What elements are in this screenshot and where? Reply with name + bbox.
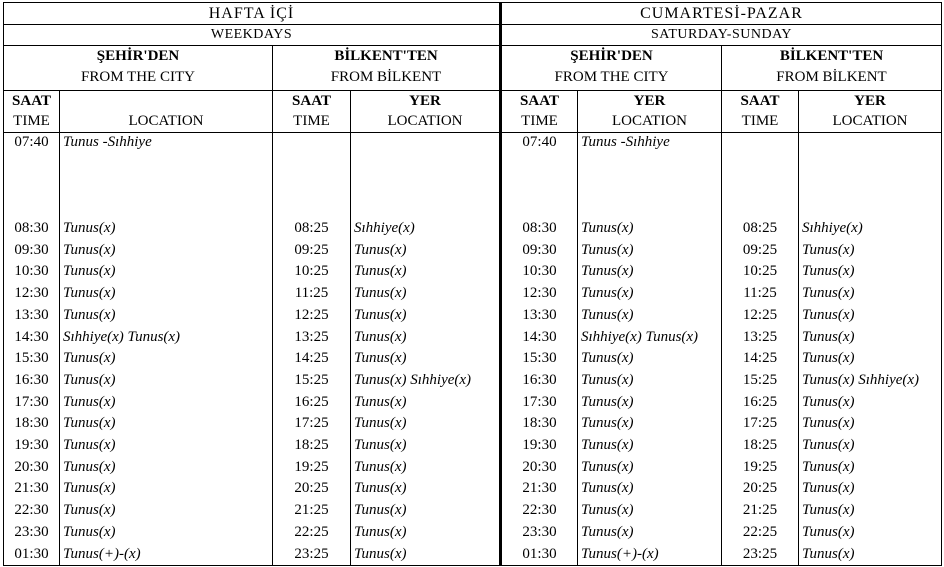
time-label: TIME <box>521 113 558 129</box>
wd-city-time: 07:40 <box>4 133 60 219</box>
wd-city-location: Tunus(x) <box>60 457 273 479</box>
we-bilkent-location: Tunus(x) <box>799 261 942 283</box>
wd-bilkent-time: 15:25 <box>273 370 351 392</box>
table-row <box>4 218 942 240</box>
wd-bilkent-time: 12:25 <box>273 305 351 327</box>
wd-city-location: Tunus(x) <box>60 370 273 392</box>
wd-bilkent-location: Tunus(x) <box>351 478 501 500</box>
table-row <box>4 392 942 414</box>
wd-city-time: 19:30 <box>4 435 60 457</box>
weekdays-from-bilkent-en: FROM BİLKENT <box>330 69 442 85</box>
wd-bilkent-location: Tunus(x) <box>351 413 501 435</box>
we-city-location: Tunus(x) <box>578 348 722 370</box>
we-city-time: 19:30 <box>501 435 578 457</box>
we-bilkent-location: Tunus(x) <box>799 457 942 479</box>
we-bilkent-location: Tunus(x) <box>799 522 942 544</box>
location-label: LOCATION <box>612 113 687 129</box>
wd-bilkent-location: Tunus(x) Sıhhiye(x) <box>351 370 501 392</box>
we-city-time: 18:30 <box>501 413 578 435</box>
wd-city-time: 20:30 <box>4 457 60 479</box>
wd-bilkent-time: 19:25 <box>273 457 351 479</box>
wd-city-location: Tunus(x) <box>60 413 273 435</box>
location-label: LOCATION <box>128 113 204 129</box>
we-bilkent-location: Tunus(x) <box>799 327 942 349</box>
we-city-time: 14:30 <box>501 327 578 349</box>
table-row <box>4 457 942 479</box>
we-bilkent-time: 17:25 <box>722 413 799 435</box>
we-bilkent-location-header <box>799 91 942 133</box>
wd-bilkent-location: Tunus(x) <box>351 261 501 283</box>
we-bilkent-time-header <box>722 91 799 133</box>
we-bilkent-time <box>722 133 799 219</box>
we-bilkent-location: Tunus(x) <box>799 478 942 500</box>
weekend-from-bilkent-tr: BİLKENT'TEN <box>779 48 884 64</box>
table-row <box>4 261 942 283</box>
we-bilkent-time: 22:25 <box>722 522 799 544</box>
weekdays-title: HAFTA İÇİ <box>4 3 501 25</box>
wd-city-location: Tunus(x) <box>60 500 273 522</box>
first-departure-row <box>4 133 942 219</box>
we-bilkent-location: Tunus(x) <box>799 283 942 305</box>
we-city-time: 07:40 <box>501 133 578 219</box>
wd-city-time: 15:30 <box>4 348 60 370</box>
we-city-time: 20:30 <box>501 457 578 479</box>
table-row <box>4 240 942 262</box>
title-row <box>4 3 942 25</box>
we-bilkent-location: Tunus(x) <box>799 413 942 435</box>
wd-city-location: Tunus -Sıhhiye <box>60 133 273 219</box>
wd-bilkent-time: 10:25 <box>273 261 351 283</box>
wd-city-location: Tunus(x) <box>60 283 273 305</box>
we-bilkent-time: 21:25 <box>722 500 799 522</box>
we-city-location: Tunus(x) <box>578 392 722 414</box>
wd-bilkent-location: Tunus(x) <box>351 392 501 414</box>
wd-bilkent-time: 23:25 <box>273 544 351 566</box>
wd-bilkent-location: Tunus(x) <box>351 435 501 457</box>
table-row <box>4 283 942 305</box>
table-row <box>4 435 942 457</box>
we-city-time: 10:30 <box>501 261 578 283</box>
wd-bilkent-location: Tunus(x) <box>351 283 501 305</box>
we-city-location: Tunus(x) <box>578 435 722 457</box>
yer-label: YER <box>409 93 441 109</box>
we-bilkent-time: 08:25 <box>722 218 799 240</box>
weekend-subtitle: SATURDAY-SUNDAY <box>501 25 942 46</box>
wd-city-time-header <box>4 91 60 133</box>
we-city-location: Tunus -Sıhhiye <box>578 133 722 219</box>
weekdays-from-bilkent-header <box>273 46 501 91</box>
we-city-location: Tunus(x) <box>578 500 722 522</box>
we-bilkent-time: 16:25 <box>722 392 799 414</box>
table-row <box>4 348 942 370</box>
we-city-location: Tunus(+)-(x) <box>578 544 722 566</box>
we-city-location: Tunus(x) <box>578 305 722 327</box>
saat-label: SAAT <box>12 93 51 109</box>
we-city-time-header <box>501 91 578 133</box>
wd-bilkent-time <box>273 133 351 219</box>
we-bilkent-location: Sıhhiye(x) <box>799 218 942 240</box>
we-city-location-header <box>578 91 722 133</box>
column-header-row <box>4 91 942 133</box>
weekdays-from-bilkent-tr: BİLKENT'TEN <box>334 48 438 64</box>
weekdays-from-city-tr: ŞEHİR'DEN <box>96 48 180 64</box>
we-bilkent-location: Tunus(x) <box>799 435 942 457</box>
we-bilkent-time: 14:25 <box>722 348 799 370</box>
we-city-location: Tunus(x) <box>578 283 722 305</box>
we-bilkent-time: 11:25 <box>722 283 799 305</box>
subtitle-row <box>4 25 942 46</box>
group-header-row <box>4 46 942 91</box>
wd-city-location: Tunus(+)-(x) <box>60 544 273 566</box>
we-city-time: 16:30 <box>501 370 578 392</box>
wd-city-location-header <box>60 91 273 133</box>
table-row <box>4 327 942 349</box>
time-label: TIME <box>293 113 330 129</box>
we-city-time: 13:30 <box>501 305 578 327</box>
wd-city-location: Tunus(x) <box>60 218 273 240</box>
we-bilkent-time: 23:25 <box>722 544 799 566</box>
we-city-time: 09:30 <box>501 240 578 262</box>
table-row <box>4 500 942 522</box>
we-city-time: 15:30 <box>501 348 578 370</box>
wd-bilkent-time: 17:25 <box>273 413 351 435</box>
we-bilkent-location: Tunus(x) <box>799 544 942 566</box>
yer-label: YER <box>633 93 666 109</box>
we-city-time: 23:30 <box>501 522 578 544</box>
location-label: LOCATION <box>832 113 908 129</box>
weekdays-from-city-header <box>4 46 273 91</box>
wd-city-time: 18:30 <box>4 413 60 435</box>
we-city-time: 22:30 <box>501 500 578 522</box>
table-row <box>4 544 942 566</box>
we-bilkent-location: Tunus(x) <box>799 348 942 370</box>
yer-label: YER <box>854 93 886 109</box>
we-city-location: Tunus(x) <box>578 413 722 435</box>
we-bilkent-location: Tunus(x) Sıhhiye(x) <box>799 370 942 392</box>
we-city-location: Tunus(x) <box>578 240 722 262</box>
table-row <box>4 305 942 327</box>
wd-bilkent-time: 16:25 <box>273 392 351 414</box>
wd-city-location: Tunus(x) <box>60 240 273 262</box>
we-bilkent-time: 12:25 <box>722 305 799 327</box>
wd-bilkent-time: 13:25 <box>273 327 351 349</box>
we-bilkent-location: Tunus(x) <box>799 392 942 414</box>
wd-city-time: 14:30 <box>4 327 60 349</box>
weekdays-from-city-en: FROM THE CITY <box>81 69 195 85</box>
we-city-time: 01:30 <box>501 544 578 566</box>
wd-city-time: 08:30 <box>4 218 60 240</box>
table-row <box>4 413 942 435</box>
time-label: TIME <box>13 113 50 129</box>
wd-city-location: Tunus(x) <box>60 305 273 327</box>
we-bilkent-location: Tunus(x) <box>799 500 942 522</box>
wd-bilkent-time: 22:25 <box>273 522 351 544</box>
wd-bilkent-location: Tunus(x) <box>351 240 501 262</box>
we-bilkent-time: 09:25 <box>722 240 799 262</box>
we-city-time: 08:30 <box>501 218 578 240</box>
table-row <box>4 478 942 500</box>
wd-bilkent-time: 21:25 <box>273 500 351 522</box>
shuttle-schedule-table <box>3 2 942 566</box>
wd-city-location: Sıhhiye(x) Tunus(x) <box>60 327 273 349</box>
weekend-from-bilkent-en: FROM BİLKENT <box>776 69 887 85</box>
we-bilkent-time: 10:25 <box>722 261 799 283</box>
wd-bilkent-location: Tunus(x) <box>351 305 501 327</box>
weekend-from-city-tr: ŞEHİR'DEN <box>570 48 653 64</box>
saat-label: SAAT <box>520 93 559 109</box>
wd-city-time: 16:30 <box>4 370 60 392</box>
we-bilkent-time: 20:25 <box>722 478 799 500</box>
we-bilkent-time: 18:25 <box>722 435 799 457</box>
wd-city-time: 09:30 <box>4 240 60 262</box>
wd-bilkent-location: Tunus(x) <box>351 348 501 370</box>
location-label: LOCATION <box>387 113 463 129</box>
wd-bilkent-time: 08:25 <box>273 218 351 240</box>
we-bilkent-location: Tunus(x) <box>799 305 942 327</box>
wd-city-location: Tunus(x) <box>60 522 273 544</box>
we-city-location: Tunus(x) <box>578 261 722 283</box>
we-city-time: 21:30 <box>501 478 578 500</box>
wd-city-time: 10:30 <box>4 261 60 283</box>
wd-bilkent-time: 09:25 <box>273 240 351 262</box>
wd-city-time: 17:30 <box>4 392 60 414</box>
we-city-location: Tunus(x) <box>578 457 722 479</box>
wd-city-location: Tunus(x) <box>60 348 273 370</box>
wd-city-time: 01:30 <box>4 544 60 566</box>
table-row <box>4 370 942 392</box>
wd-bilkent-location: Sıhhiye(x) <box>351 218 501 240</box>
weekend-from-bilkent-header <box>722 46 942 91</box>
we-bilkent-location: Tunus(x) <box>799 240 942 262</box>
weekend-from-city-header <box>501 46 722 91</box>
wd-bilkent-location: Tunus(x) <box>351 500 501 522</box>
table-row <box>4 522 942 544</box>
saat-label: SAAT <box>740 93 780 109</box>
saat-label: SAAT <box>292 93 331 109</box>
we-city-location: Tunus(x) <box>578 218 722 240</box>
we-bilkent-location <box>799 133 942 219</box>
wd-city-time: 13:30 <box>4 305 60 327</box>
wd-bilkent-time: 18:25 <box>273 435 351 457</box>
wd-city-time: 12:30 <box>4 283 60 305</box>
wd-bilkent-location: Tunus(x) <box>351 327 501 349</box>
wd-bilkent-location: Tunus(x) <box>351 457 501 479</box>
wd-bilkent-location: Tunus(x) <box>351 544 501 566</box>
we-city-location: Tunus(x) <box>578 478 722 500</box>
weekdays-subtitle: WEEKDAYS <box>4 25 501 46</box>
we-city-time: 12:30 <box>501 283 578 305</box>
we-bilkent-time: 15:25 <box>722 370 799 392</box>
weekend-from-city-en: FROM THE CITY <box>554 69 669 85</box>
wd-bilkent-location <box>351 133 501 219</box>
wd-bilkent-time: 11:25 <box>273 283 351 305</box>
wd-bilkent-location-header <box>351 91 501 133</box>
wd-bilkent-time: 20:25 <box>273 478 351 500</box>
wd-city-time: 22:30 <box>4 500 60 522</box>
wd-city-location: Tunus(x) <box>60 435 273 457</box>
wd-bilkent-location: Tunus(x) <box>351 522 501 544</box>
we-bilkent-time: 13:25 <box>722 327 799 349</box>
we-city-location: Sıhhiye(x) Tunus(x) <box>578 327 722 349</box>
we-city-location: Tunus(x) <box>578 370 722 392</box>
wd-city-location: Tunus(x) <box>60 392 273 414</box>
wd-city-location: Tunus(x) <box>60 261 273 283</box>
wd-city-time: 21:30 <box>4 478 60 500</box>
time-label: TIME <box>741 113 779 129</box>
we-bilkent-time: 19:25 <box>722 457 799 479</box>
we-city-time: 17:30 <box>501 392 578 414</box>
wd-city-location: Tunus(x) <box>60 478 273 500</box>
weekend-title: CUMARTESİ-PAZAR <box>501 3 942 25</box>
wd-bilkent-time: 14:25 <box>273 348 351 370</box>
wd-bilkent-time-header <box>273 91 351 133</box>
we-city-location: Tunus(x) <box>578 522 722 544</box>
wd-city-time: 23:30 <box>4 522 60 544</box>
